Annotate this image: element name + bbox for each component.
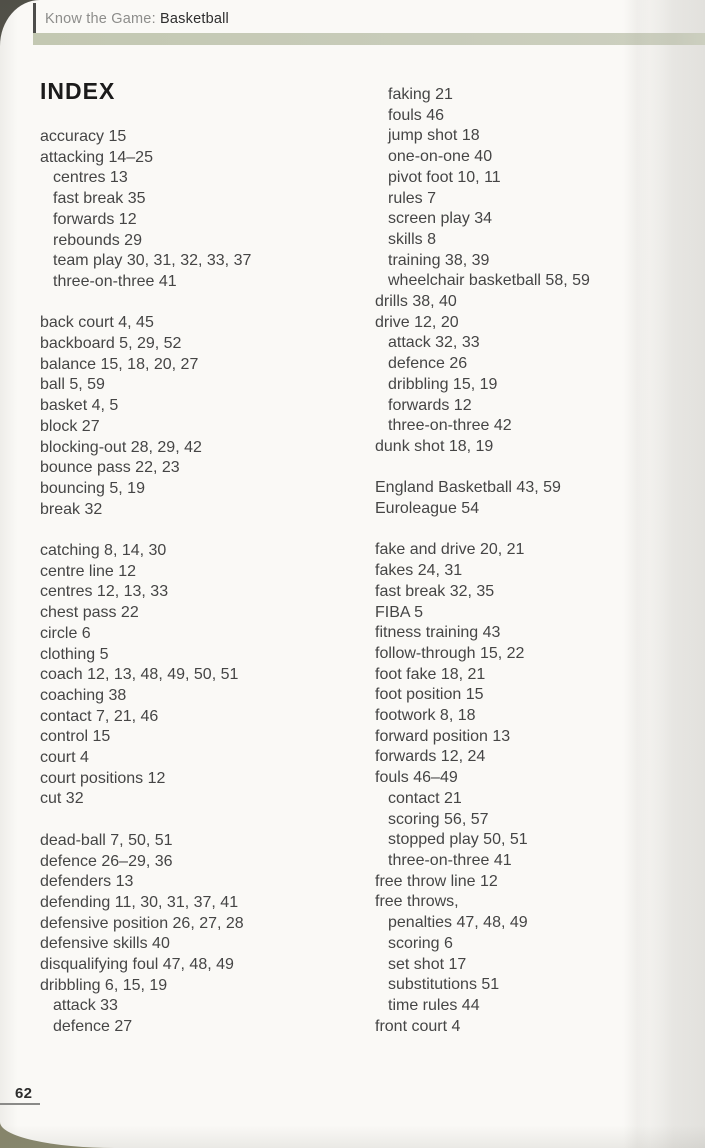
index-subentry: pivot foot 10, 11: [388, 168, 501, 186]
index-subentry: fouls 46: [388, 106, 445, 124]
index-entry: dunk shot 18, 19: [375, 437, 494, 455]
index-entry: cut 32: [40, 790, 84, 808]
index-subentry: forwards 12: [53, 210, 137, 228]
index-subentry: rules 7: [388, 189, 437, 207]
index-entry: follow-through 15, 22: [375, 644, 525, 662]
series-label: Know the Game:: [45, 11, 156, 27]
index-entry: drills 38, 40: [375, 293, 457, 311]
index-entry: attacking 14–25: [40, 148, 153, 166]
index-entry: back court 4, 45: [40, 314, 154, 332]
index-entry: fakes 24, 31: [375, 562, 463, 580]
index-entry: coaching 38: [40, 686, 127, 704]
index-entry: control 15: [40, 728, 111, 746]
index-subentry: substitutions 51: [388, 976, 500, 994]
index-entry: balance 15, 18, 20, 27: [40, 355, 199, 373]
index-subentry: fast break 35: [53, 190, 146, 208]
index-group-spacer: [40, 293, 370, 314]
page-number-rule: [0, 1103, 40, 1105]
index-entry: dead-ball 7, 50, 51: [40, 831, 173, 849]
index-entry: defence 26–29, 36: [40, 852, 173, 870]
index-entry: fast break 32, 35: [375, 582, 495, 600]
index-entry: circle 6: [40, 624, 91, 642]
index-entry: Euroleague 54: [375, 500, 480, 518]
index-subentry: contact 21: [388, 789, 462, 807]
index-entry: contact 7, 21, 46: [40, 707, 159, 725]
index-subentry: wheelchair basketball 58, 59: [388, 272, 590, 290]
index-entry: fitness training 43: [375, 624, 501, 642]
index-subentry: three-on-three 41: [388, 851, 512, 869]
index-subentry: scoring 6: [388, 934, 453, 952]
index-entry: foot position 15: [375, 686, 484, 704]
index-subentry: three-on-three 41: [53, 272, 177, 290]
index-entry: blocking-out 28, 29, 42: [40, 438, 202, 456]
index-entry: forward position 13: [375, 727, 511, 745]
index-entry: defenders 13: [40, 873, 134, 891]
index-subentry: faking 21: [388, 86, 453, 103]
index-subentry: jump shot 18: [388, 127, 480, 145]
index-entry: catching 8, 14, 30: [40, 542, 167, 560]
index-subentry: time rules 44: [388, 996, 480, 1014]
index-entry: defensive skills 40: [40, 935, 170, 953]
index-entry: drive 12, 20: [375, 313, 459, 331]
index-subentry: centres 13: [53, 169, 128, 187]
index-subentry: team play 30, 31, 32, 33, 37: [53, 252, 252, 270]
index-entry: defensive position 26, 27, 28: [40, 914, 244, 932]
index-entry: foot fake 18, 21: [375, 665, 486, 683]
index-entry: court 4: [40, 749, 89, 767]
index-subentry: rebounds 29: [53, 231, 142, 249]
index-entry: free throw line 12: [375, 872, 498, 890]
index-entry: front court 4: [375, 1017, 461, 1035]
index-column-right: [375, 85, 705, 1037]
index-entry: block 27: [40, 417, 100, 435]
index-entry: free throws,: [375, 893, 459, 911]
index-subentry: attack 33: [53, 997, 118, 1015]
index-group-spacer: [375, 458, 705, 479]
index-group-spacer: [40, 520, 370, 541]
index-subentry: stopped play 50, 51: [388, 831, 528, 849]
index-entry: basket 4, 5: [40, 397, 119, 415]
index-subentry: skills 8: [388, 230, 437, 248]
index-entry: clothing 5: [40, 645, 109, 663]
index-subentry: scoring 56, 57: [388, 810, 489, 828]
index-subentry: training 38, 39: [388, 251, 490, 269]
index-entry: coach 12, 13, 48, 49, 50, 51: [40, 666, 239, 684]
index-entry: footwork 8, 18: [375, 707, 476, 725]
book-title: Basketball: [160, 11, 229, 27]
index-entry: FIBA 5: [375, 603, 424, 621]
index-entry: centre line 12: [40, 562, 137, 580]
index-entry: forwards 12, 24: [375, 748, 486, 766]
running-header: [45, 11, 229, 27]
index-group-spacer: [375, 520, 705, 541]
index-entry: centres 12, 13, 33: [40, 583, 169, 601]
index-entry: England Basketball 43, 59: [375, 479, 561, 497]
page-number: 62: [15, 1085, 33, 1102]
index-subentry: screen play 34: [388, 210, 493, 228]
index-column-left: [40, 127, 370, 1038]
page-title: INDEX: [40, 78, 116, 104]
index-entry: court positions 12: [40, 769, 166, 787]
index-group-spacer: [40, 810, 370, 831]
index-entry: disqualifying foul 47, 48, 49: [40, 956, 234, 974]
index-entry: chest pass 22: [40, 604, 139, 622]
index-subentry: dribbling 15, 19: [388, 375, 498, 393]
index-subentry: attack 32, 33: [388, 334, 480, 352]
header-accent-bar: [33, 33, 705, 45]
index-subentry: one-on-one 40: [388, 148, 493, 166]
index-entry: ball 5, 59: [40, 376, 105, 394]
index-subentry: forwards 12: [388, 396, 472, 414]
index-subentry: set shot 17: [388, 955, 467, 973]
index-entry: bouncing 5, 19: [40, 479, 145, 497]
index-entry: accuracy 15: [40, 128, 127, 145]
index-entry: dribbling 6, 15, 19: [40, 976, 168, 994]
index-entry: bounce pass 22, 23: [40, 459, 180, 477]
index-entry: backboard 5, 29, 52: [40, 335, 182, 353]
index-entry: fake and drive 20, 21: [375, 541, 525, 559]
index-subentry: defence 26: [388, 355, 468, 373]
index-entry: defending 11, 30, 31, 37, 41: [40, 893, 239, 911]
index-entry: break 32: [40, 500, 103, 518]
index-entry: fouls 46–49: [375, 769, 458, 787]
index-subentry: defence 27: [53, 1018, 133, 1036]
index-subentry: three-on-three 42: [388, 417, 512, 435]
index-subentry: penalties 47, 48, 49: [388, 914, 528, 932]
